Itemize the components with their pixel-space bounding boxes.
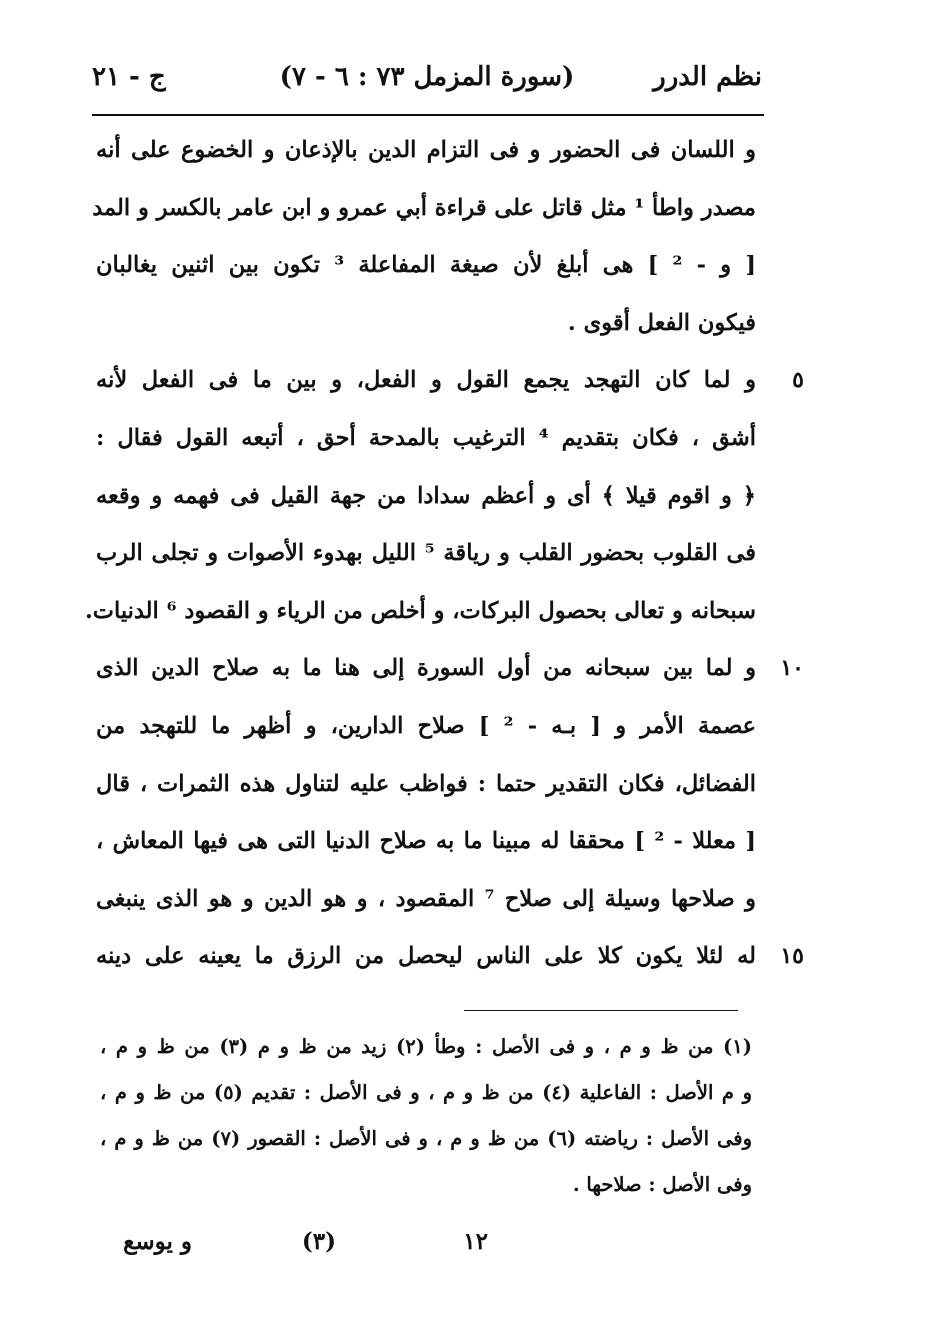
footnote-separator	[464, 1010, 738, 1011]
footnote-line: (١) من ظ و م ، و فى الأصل : وطأ (٢) زيد من ظ و م (٣) من ظ و م ،	[100, 1035, 752, 1058]
running-header	[92, 52, 762, 104]
catchword: و يوسع	[123, 1228, 192, 1255]
text-line-content: سبحانه و تعالى بحصول البركات، و أخلص من الرياء و القصود ⁶ الدنيات.	[84, 597, 756, 624]
text-line	[96, 640, 804, 698]
text-line	[96, 237, 756, 295]
text-line-content: فيكون الفعل أقوى .	[567, 309, 756, 336]
text-line	[96, 410, 756, 468]
text-line	[96, 756, 756, 814]
text-line	[96, 525, 756, 583]
footnotes	[100, 1024, 752, 1208]
text-line-content: ﴿ و اقوم قيلا ﴾ أى و أعظم سدادا من جهة القيل فى فهمه و وقعه	[96, 482, 756, 509]
text-line	[96, 871, 756, 929]
text-line	[96, 122, 756, 180]
line-number: ٥	[792, 367, 804, 394]
text-line	[96, 698, 756, 756]
volume-page-reference: ج - ٢١	[92, 62, 166, 92]
text-line-content: و صلاحها وسيلة إلى صلاح ⁷ المقصود ، و هو الدين و هو الذى ينبغى	[96, 885, 756, 912]
text-line-content: الفضائل، فكان التقدير حتما : فواظب عليه لتناول هذه الثمرات ، قال	[96, 770, 756, 797]
text-line	[96, 468, 756, 526]
text-line-content: عصمة الأمر و [ بـه - ² ] صلاح الدارين، و أظهر ما للتهجد من	[96, 712, 757, 739]
text-line	[96, 928, 804, 986]
main-text	[84, 122, 804, 986]
footnote-line: و م الأصل : الفاعلية (٤) من ظ و م ، و فى الأصل : تقديم (٥) من ظ و م ،	[100, 1081, 752, 1104]
text-line-content: [ و - ² ] هى أبلغ لأن صيغة المفاعلة ³ تكون بين اثنين يغالبان	[96, 252, 756, 279]
signature-number: ١٢	[463, 1228, 488, 1255]
footnote-line: وفى الأصل : رياضته (٦) من ظ و م ، و فى الأصل : القصور (٧) من ظ و م ،	[100, 1127, 752, 1150]
footnote-line: وفى الأصل : صلاحها .	[572, 1173, 752, 1196]
header-rule	[92, 114, 764, 116]
surah-reference: (سورة المزمل ٧٣ : ٦ - ٧)	[279, 62, 575, 92]
text-line-content: و لما كان التهجد يجمع القول و الفعل، و بين ما فى الفعل لأنه	[96, 367, 756, 394]
text-line-content: أشق ، فكان بتقديم ⁴ الترغيب بالمدحة أحق ، أتبعه القول فقال :	[96, 424, 756, 451]
book-title: نظم الدرر	[653, 62, 762, 92]
text-line-content: و اللسان فى الحضور و فى التزام الدين بالإذعان و الخضوع على أنه	[96, 137, 756, 163]
text-line-content: مصدر واطأ ¹ مثل قاتل على قراءة أبي عمرو و ابن عامر بالكسر و المد	[92, 194, 756, 221]
text-line	[92, 180, 756, 238]
text-line	[96, 813, 756, 871]
line-number: ١٠	[780, 655, 804, 682]
text-line-content: فى القلوب بحضور القلب و رياقة ⁵ الليل بهدوء الأصوات و تجلى الرب	[96, 540, 756, 567]
page-footer	[92, 1228, 592, 1268]
text-line	[84, 583, 756, 641]
text-line-content: له لئلا يكون كلا على الناس ليحصل من الرزق ما يعينه على دينه	[96, 943, 756, 970]
line-number: ١٥	[780, 943, 804, 970]
signature-mark: (٣)	[301, 1228, 336, 1255]
text-line-content: [ معللا - ² ] محققا له مبينا ما به صلاح الدنيا التى هى فيها المعاش ،	[96, 828, 757, 855]
text-line	[96, 352, 804, 410]
text-line	[96, 295, 756, 353]
text-line-content: و لما بين سبحانه من أول السورة إلى هنا ما به صلاح الدين الذى	[96, 655, 756, 682]
